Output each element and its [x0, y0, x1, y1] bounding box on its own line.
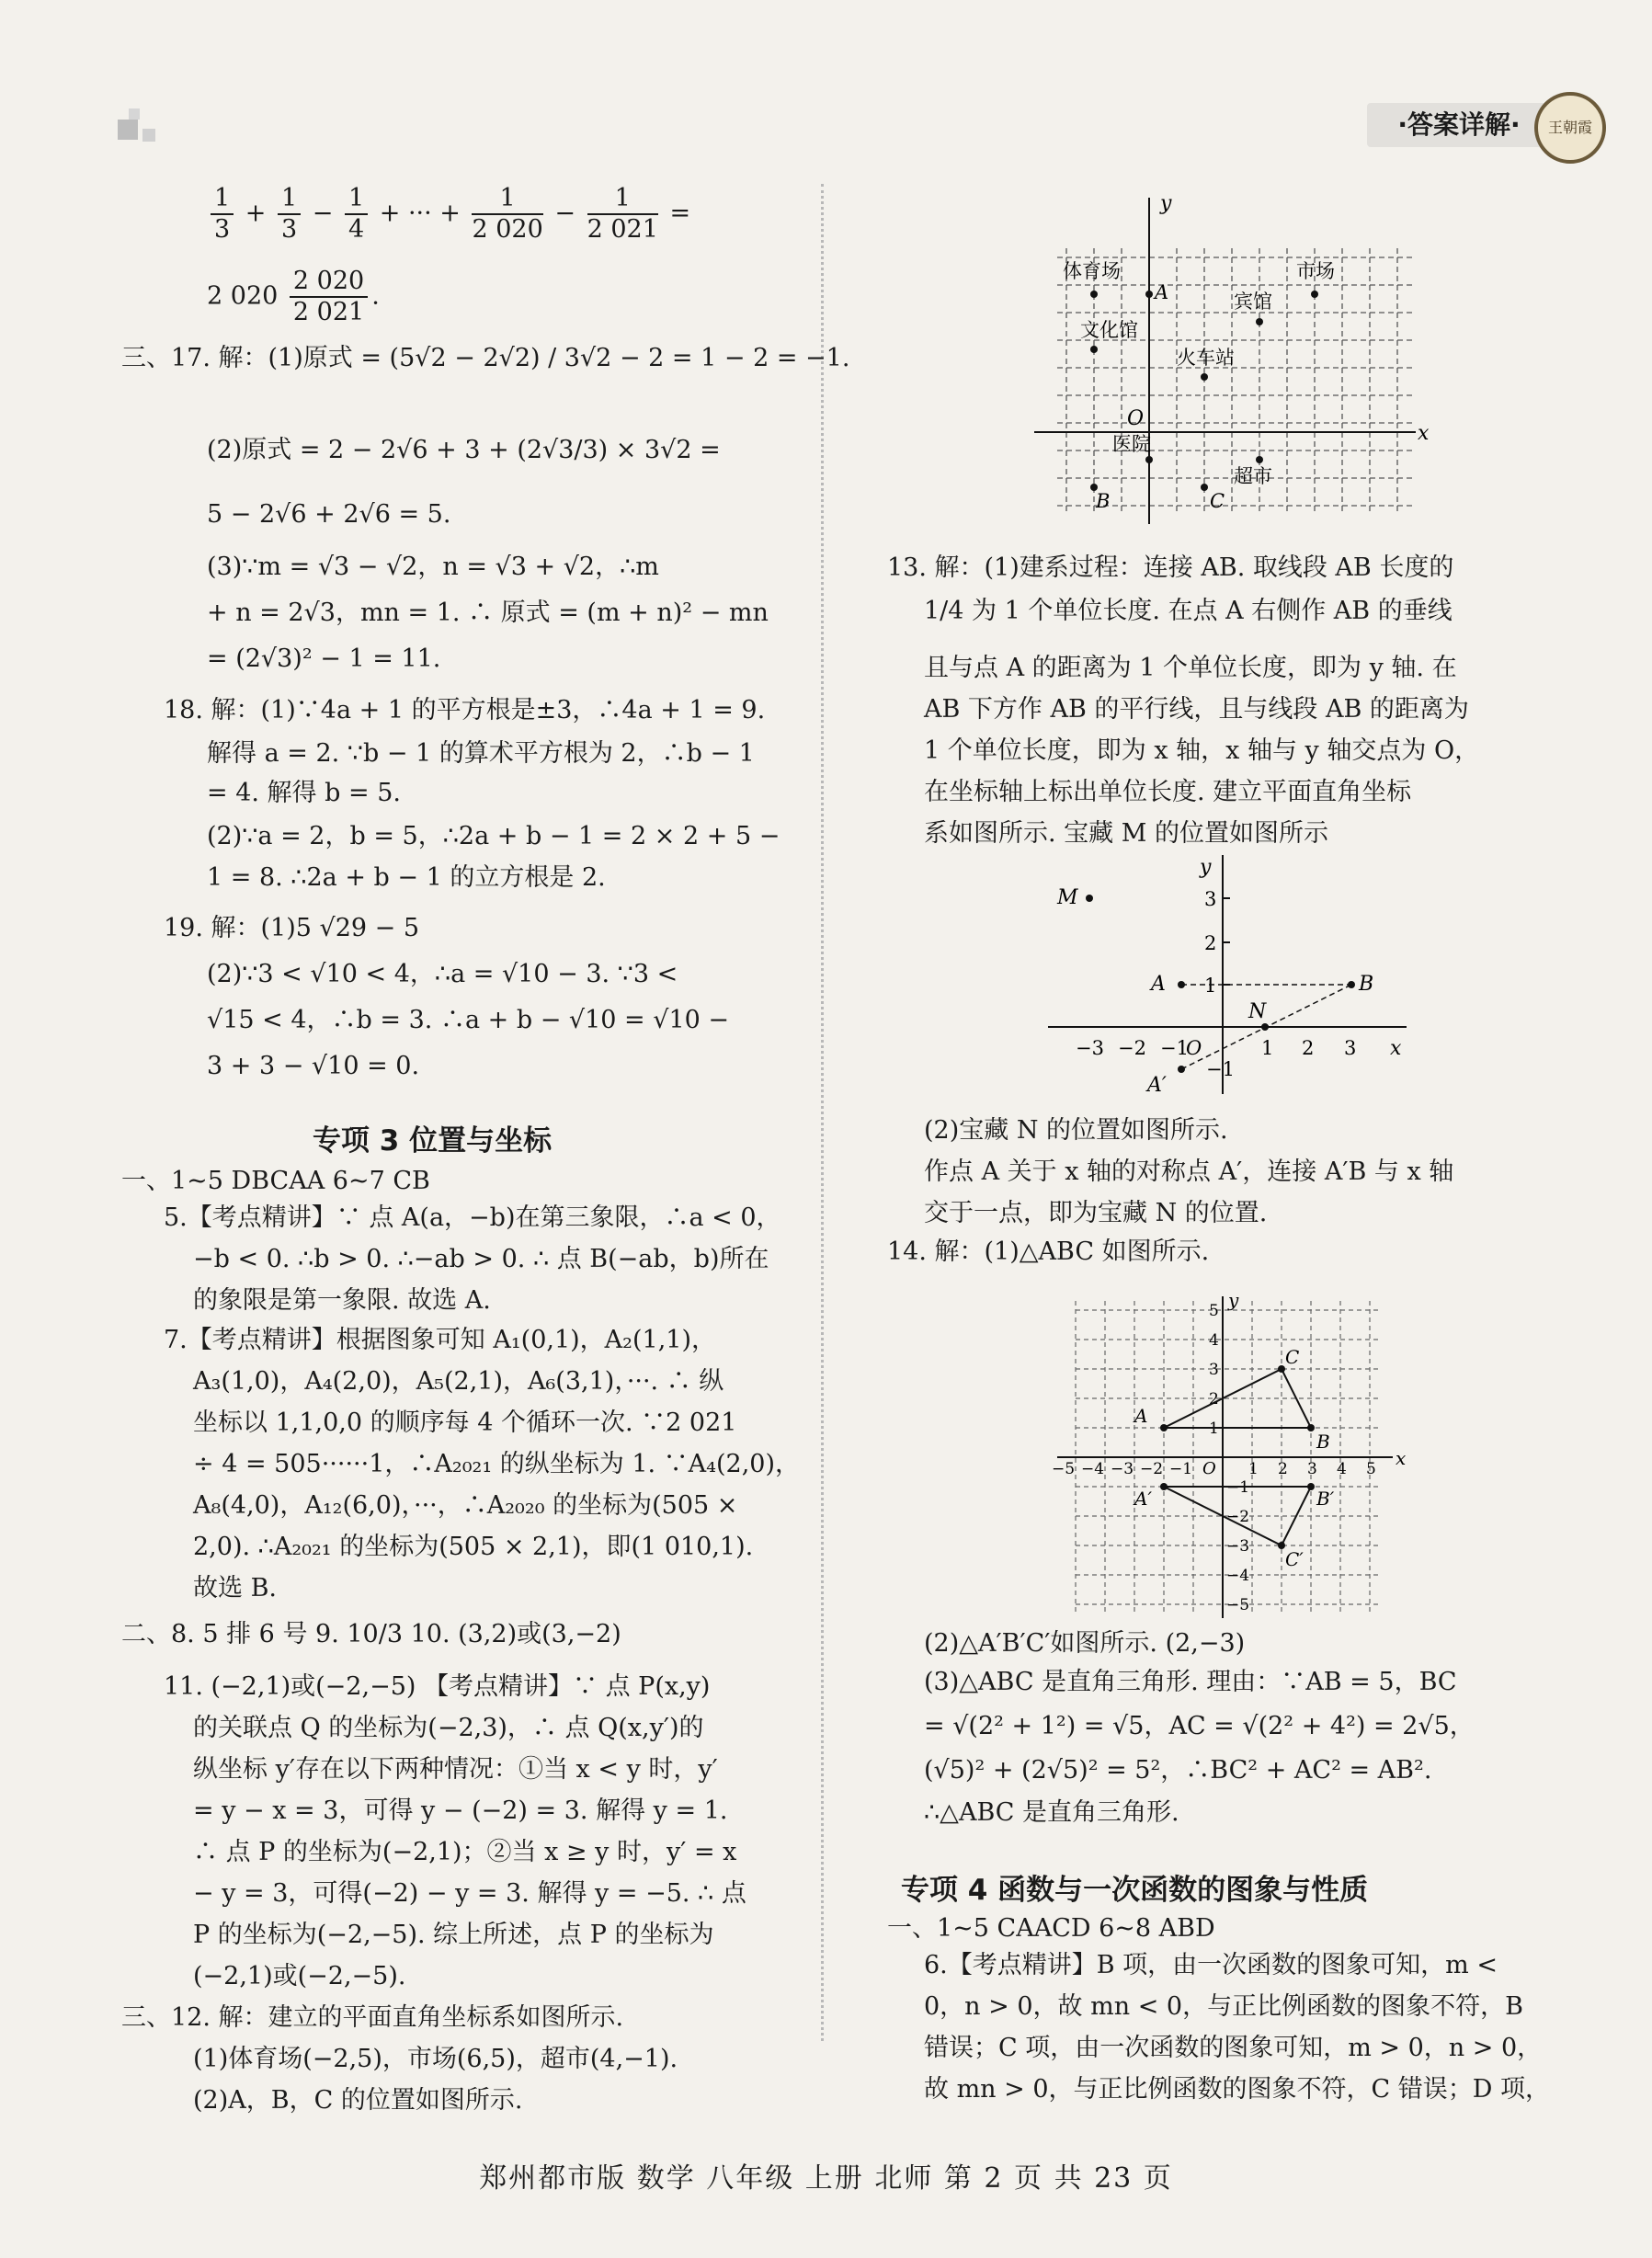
svg-text:3: 3 — [1204, 888, 1217, 910]
triangle-graph — [1048, 1292, 1416, 1623]
svg-text:y: y — [1160, 192, 1172, 215]
svg-text:超市: 超市 — [1234, 465, 1272, 487]
svg-text:−3: −3 — [1111, 1460, 1134, 1478]
svg-text:火车站: 火车站 — [1177, 347, 1235, 369]
svg-text:−2: −2 — [1118, 1037, 1146, 1059]
corner-square — [142, 129, 155, 142]
svg-text:市场: 市场 — [1296, 260, 1335, 282]
left-line: 18. 解：(1)∵4a + 1 的平方根是±3，∴4a + 1 = 9. — [164, 696, 766, 724]
left-line: 二、8. 5 排 6 号 9. 10/3 10. (3,2)或(3,−2) — [121, 1620, 621, 1648]
corner-square — [118, 120, 138, 140]
svg-text:C: C — [1210, 490, 1225, 512]
svg-text:x: x — [1418, 422, 1430, 445]
left-line: (1)体育场(−2,5)，市场(6,5)，超市(4,−1). — [193, 2045, 678, 2073]
svg-text:4: 4 — [1209, 1331, 1219, 1350]
svg-text:1: 1 — [1209, 1420, 1219, 1438]
left-line: 1 = 8. ∴2a + b − 1 的立方根是 2. — [207, 863, 606, 892]
left-line: A₃(1,0)，A₄(2,0)，A₅(2,1)，A₆(3,1)，···. ∴ 纵 — [193, 1367, 724, 1396]
section-title: 专项 3 位置与坐标 — [313, 1124, 553, 1158]
svg-text:医院: 医院 — [1112, 433, 1151, 455]
right-line: 且与点 A 的距离为 1 个单位长度，即为 y 轴. 在 — [924, 654, 1457, 682]
svg-text:−2: −2 — [1140, 1460, 1164, 1478]
left-line: 19. 解：(1)5 √29 − 5 — [164, 914, 420, 942]
right-line: 故 mn > 0，与正比例函数的图象不符，C 错误；D 项， — [924, 2075, 1551, 2104]
right-line: 14. 解：(1)△ABC 如图所示. — [887, 1237, 1210, 1266]
left-line: √15 < 4，∴b = 3. ∴a + b − √10 = √10 − — [207, 1006, 730, 1034]
svg-text:A: A — [1155, 281, 1169, 303]
right-line: (3)△ABC 是直角三角形. 理由：∵AB = 5，BC — [924, 1668, 1457, 1696]
left-line: 三、12. 解：建立的平面直角坐标系如图所示. — [121, 2003, 624, 2032]
svg-text:y: y — [1200, 856, 1212, 879]
left-line: (2)∵3 < √10 < 4，∴a = √10 − 3. ∵3 < — [207, 960, 678, 988]
svg-text:−4: −4 — [1226, 1567, 1250, 1585]
svg-text:宾馆: 宾馆 — [1234, 291, 1272, 313]
svg-text:5: 5 — [1366, 1460, 1376, 1478]
left-line: 故选 B. — [193, 1574, 278, 1602]
svg-text:−1: −1 — [1169, 1460, 1193, 1478]
svg-text:N: N — [1248, 1000, 1267, 1023]
svg-text:O: O — [1127, 407, 1145, 430]
right-line: 交于一点，即为宝藏 N 的位置. — [924, 1199, 1268, 1227]
left-line: −b < 0. ∴b > 0. ∴−ab > 0. ∴ 点 B(−ab，b)所在 — [193, 1245, 769, 1273]
svg-text:A′: A′ — [1134, 1488, 1152, 1510]
right-line: 一、1~5 CAACD 6~8 ABD — [887, 1914, 1215, 1943]
svg-text:−1: −1 — [1160, 1037, 1189, 1059]
svg-text:3: 3 — [1344, 1037, 1357, 1059]
fraction: $\frac{1}{2 021}$ — [587, 184, 658, 244]
right-line: (√5)² + (2√5)² = 5²，∴BC² + AC² = AB². — [924, 1756, 1432, 1785]
svg-text:C′: C′ — [1285, 1548, 1304, 1570]
svg-text:B: B — [1359, 973, 1374, 996]
page-footer: 郑州都市版 数学 八年级 上册 北师 第 2 页 共 23 页 — [479, 2162, 1173, 2195]
right-line: 1 个单位长度，即为 x 轴，x 轴与 y 轴交点为 O， — [924, 736, 1480, 765]
left-line: = (2√3)² − 1 = 11. — [207, 644, 441, 673]
svg-text:文化馆: 文化馆 — [1080, 319, 1138, 341]
left-line: 的关联点 Q 的坐标为(−2,3)，∴ 点 Q(x,y′)的 — [193, 1714, 704, 1742]
left-line: = 4. 解得 b = 5. — [207, 779, 401, 807]
right-line: 在坐标轴上标出单位长度. 建立平面直角坐标 — [924, 778, 1412, 806]
svg-text:2: 2 — [1302, 1037, 1315, 1059]
svg-text:体育场: 体育场 — [1063, 260, 1121, 282]
svg-text:O: O — [1202, 1459, 1216, 1478]
left-line: $\frac{1}{3}$ + $\frac{1}{3}$ − $\frac{1}{4}$ + ··· + $\frac{1}{2 020}$ − $\frac{1}{2 021}$ = — [207, 184, 690, 245]
svg-text:2: 2 — [1209, 1390, 1219, 1408]
right-line: 作点 A 关于 x 轴的对称点 A′，连接 A′B 与 x 轴 — [924, 1158, 1454, 1186]
left-line: − y = 3，可得(−2) − y = 3. 解得 y = −5. ∴ 点 — [193, 1879, 746, 1908]
svg-text:2: 2 — [1278, 1460, 1288, 1478]
brand-seal: 王朝霞 — [1534, 92, 1606, 164]
left-line: 的象限是第一象限. 故选 A. — [193, 1286, 491, 1315]
left-line: ∴ 点 P 的坐标为(−2,1)；②当 x ≥ y 时，y′ = x — [193, 1838, 737, 1866]
answer-header-tab: ·答案详解· — [1367, 103, 1551, 147]
column-divider — [821, 184, 824, 2041]
left-line: 7.【考点精讲】根据图象可知 A₁(0,1)，A₂(1,1)， — [164, 1326, 716, 1354]
right-line: 13. 解：(1)建系过程：连接 AB. 取线段 AB 长度的 — [887, 553, 1454, 582]
svg-text:C: C — [1285, 1346, 1300, 1368]
svg-text:3: 3 — [1307, 1460, 1317, 1478]
left-line: 纵坐标 y′存在以下两种情况：①当 x < y 时，y′ — [193, 1755, 718, 1784]
svg-text:−3: −3 — [1226, 1537, 1250, 1556]
svg-text:−2: −2 — [1226, 1508, 1250, 1526]
svg-text:A′: A′ — [1147, 1074, 1167, 1097]
right-line: 0，n > 0，故 mn < 0，与正比例函数的图象不符，B — [924, 1992, 1523, 2021]
left-line: P 的坐标为(−2,−5). 综上所述，点 P 的坐标为 — [193, 1921, 714, 1949]
svg-text:B: B — [1316, 1431, 1330, 1453]
left-line: + n = 2√3，mn = 1. ∴ 原式 = (m + n)² − mn — [207, 599, 769, 627]
left-line: = y − x = 3，可得 y − (−2) = 3. 解得 y = 1. — [193, 1796, 728, 1825]
svg-text:−1: −1 — [1206, 1058, 1235, 1080]
fraction: $\frac{1}{4}$ — [345, 184, 368, 245]
right-line: = √(2² + 1²) = √5，AC = √(2² + 4²) = 2√5， — [924, 1712, 1475, 1740]
left-line: 5.【考点精讲】∵ 点 A(a，−b)在第三象限，∴a < 0， — [164, 1203, 781, 1232]
right-line: 1/4 为 1 个单位长度. 在点 A 右侧作 AB 的垂线 — [924, 597, 1453, 625]
svg-text:x: x — [1390, 1037, 1402, 1060]
svg-text:A: A — [1134, 1405, 1148, 1427]
svg-text:−5: −5 — [1226, 1596, 1250, 1614]
left-line: (2)∵a = 2，b = 5，∴2a + b − 1 = 2 × 2 + 5 − — [207, 822, 780, 850]
fraction: $\frac{1}{3}$ — [278, 184, 301, 245]
right-line: 系如图所示. 宝藏 M 的位置如图所示 — [924, 819, 1328, 848]
left-line: 2 020 $\frac{2 020}{2 021}$ . — [207, 267, 380, 326]
svg-text:x: x — [1396, 1447, 1407, 1469]
left-line: 5 − 2√6 + 2√6 = 5. — [207, 500, 451, 529]
left-line: 3 + 3 − √10 = 0. — [207, 1052, 420, 1080]
left-line: (2)原式 = 2 − 2√6 + 3 + (2√3/3) × 3√2 = — [207, 436, 721, 464]
svg-text:3: 3 — [1209, 1361, 1219, 1379]
fraction: $\frac{1}{3}$ — [211, 184, 234, 245]
svg-text:5: 5 — [1209, 1302, 1219, 1320]
left-line: (3)∵m = √3 − √2，n = √3 + √2，∴m — [207, 553, 659, 581]
svg-text:A: A — [1151, 973, 1166, 996]
right-line: 错误；C 项，由一次函数的图象可知，m > 0，n > 0， — [924, 2034, 1543, 2062]
svg-text:−4: −4 — [1081, 1460, 1105, 1478]
svg-text:−5: −5 — [1052, 1460, 1076, 1478]
svg-text:B: B — [1096, 490, 1111, 512]
svg-text:−3: −3 — [1076, 1037, 1104, 1059]
fraction: $\frac{1}{2 020}$ — [472, 184, 543, 244]
svg-text:O: O — [1186, 1037, 1202, 1059]
svg-text:1: 1 — [1248, 1460, 1259, 1478]
svg-text:M: M — [1057, 886, 1078, 909]
map-coordinate-graph — [1030, 184, 1434, 533]
left-line: (2)A，B，C 的位置如图所示. — [193, 2086, 523, 2115]
left-line: 11. (−2,1)或(−2,−5) 【考点精讲】∵ 点 P(x,y) — [164, 1672, 711, 1701]
left-line: 解得 a = 2. ∵b − 1 的算术平方根为 2，∴b − 1 — [207, 739, 755, 768]
svg-text:B′: B′ — [1316, 1488, 1335, 1510]
left-line: 三、17. 解：(1)原式 = (5√2 − 2√2) / 3√2 − 2 = 1 − 2 = −1. — [121, 344, 850, 372]
left-line: (−2,1)或(−2,−5). — [193, 1962, 406, 1990]
svg-text:1: 1 — [1204, 975, 1217, 997]
left-line: 一、1~5 DBCAA 6~7 CB — [121, 1167, 430, 1195]
fraction: $\frac{2 020}{2 021}$ — [290, 267, 368, 327]
right-line: (2)宝藏 N 的位置如图所示. — [924, 1116, 1228, 1145]
left-line: A₈(4,0)，A₁₂(6,0)，···，∴A₂₀₂₀ 的坐标为(505 × — [193, 1491, 738, 1520]
right-line: 6.【考点精讲】B 项，由一次函数的图象可知，m < — [924, 1951, 1498, 1979]
svg-text:1: 1 — [1261, 1037, 1274, 1059]
section-title: 专项 4 函数与一次函数的图象与性质 — [901, 1874, 1369, 1907]
svg-text:y: y — [1228, 1292, 1239, 1311]
right-line: (2)△A′B′C′如图所示. (2,−3) — [924, 1629, 1246, 1658]
right-line: AB 下方作 AB 的平行线，且与线段 AB 的距离为 — [924, 695, 1469, 724]
svg-text:−1: −1 — [1226, 1478, 1250, 1497]
treasure-graph — [1048, 850, 1416, 1099]
left-line: 2,0). ∴A₂₀₂₁ 的坐标为(505 × 2,1)，即(1 010,1). — [193, 1533, 754, 1561]
right-line: ∴△ABC 是直角三角形. — [924, 1798, 1179, 1827]
corner-square — [129, 108, 140, 120]
svg-text:2: 2 — [1204, 932, 1217, 954]
svg-text:4: 4 — [1337, 1460, 1347, 1478]
left-line: ÷ 4 = 505······1，∴A₂₀₂₁ 的纵坐标为 1. ∵A₄(2,0)， — [193, 1450, 801, 1478]
left-line: 坐标以 1,1,0,0 的顺序每 4 个循环一次. ∵2 021 — [193, 1408, 737, 1437]
